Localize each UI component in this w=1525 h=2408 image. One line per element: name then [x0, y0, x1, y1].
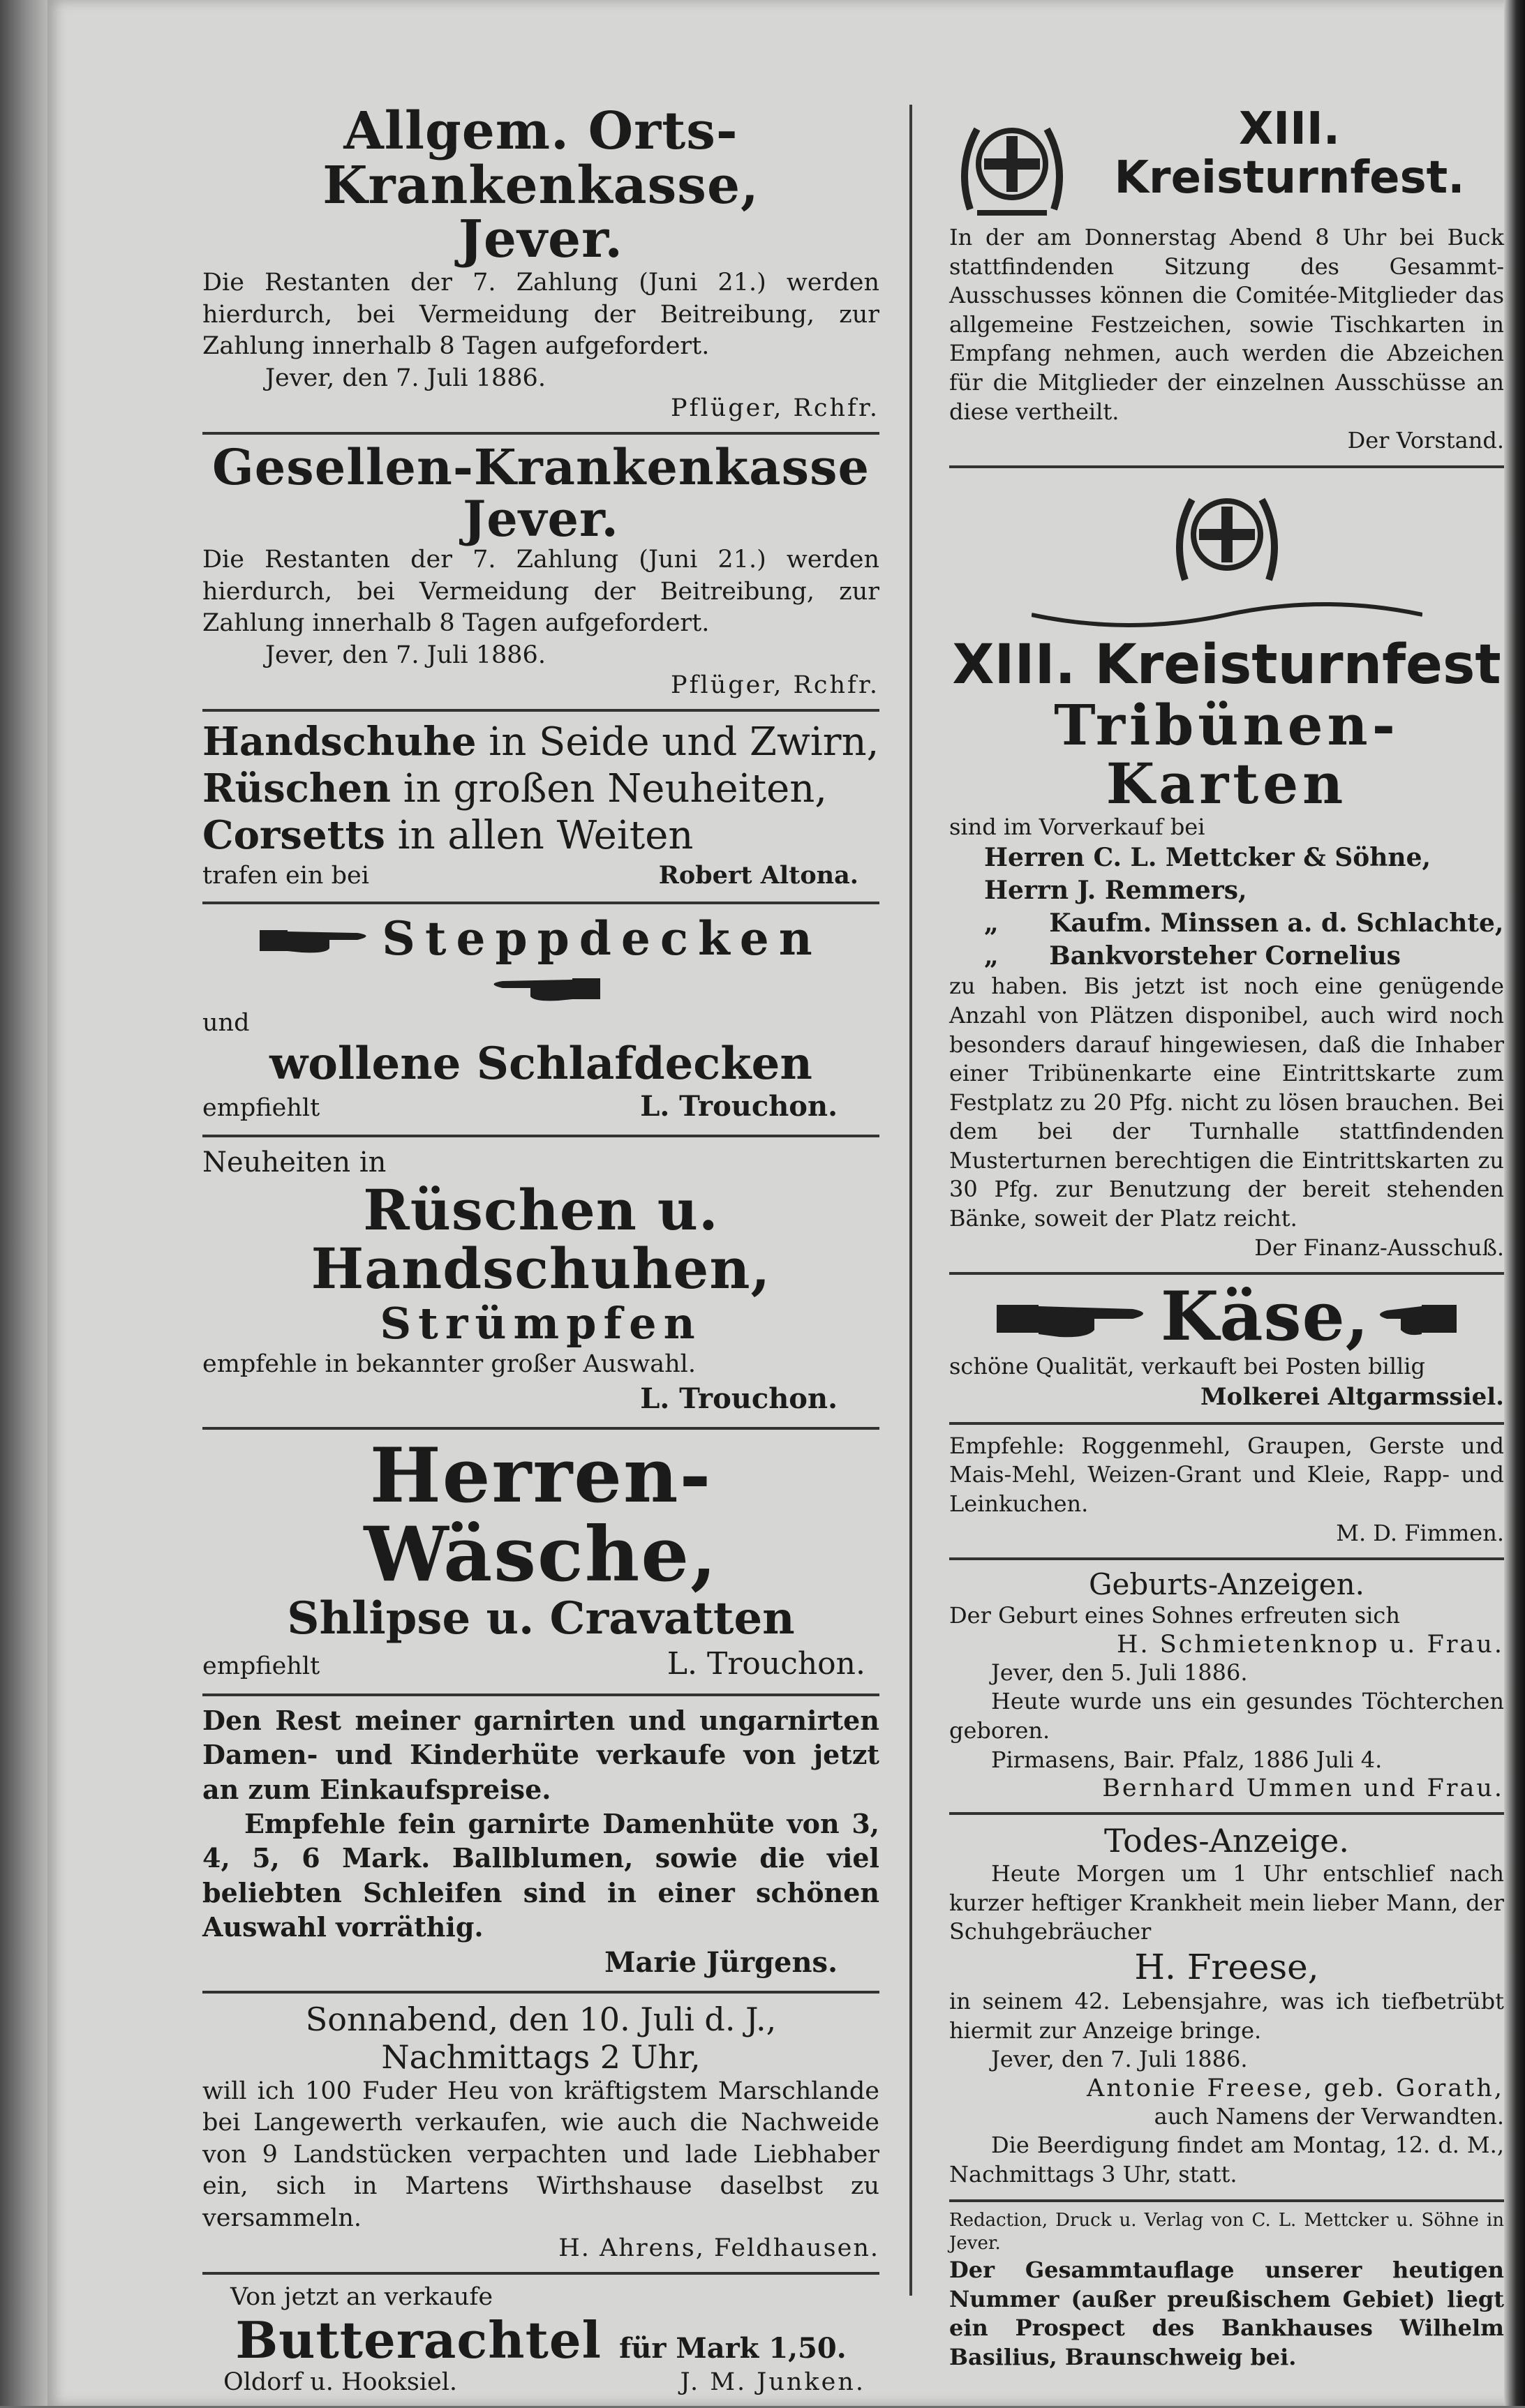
ad-title: XIII. Kreisturnfest.: [1114, 103, 1465, 204]
ad-place-date: Jever, den 7. Juli 1886.: [265, 641, 546, 669]
ad-signature: H. Ahrens, Feldhausen.: [558, 2234, 879, 2263]
ad-title-row: [202, 911, 879, 1008]
ad-mehl: [949, 1425, 1504, 1560]
ad-kaese: [949, 1275, 1504, 1425]
ad-orts-krankenkasse: [202, 98, 879, 435]
ad-title: Rüschen u. Handschuhen,: [311, 1177, 771, 1302]
ad-butterachtel: [202, 2275, 879, 2408]
ad-signature: L. Trouchon.: [667, 1645, 865, 1682]
ad-title: Herren-Wäsche,: [364, 1431, 718, 1599]
ad-place-date: Jever, den 5. Juli 1886.: [991, 1659, 1248, 1686]
ad-intro: sind im Vorverkauf bei: [949, 813, 1205, 840]
ad-body: Die Restanten der 7. Zahlung (Juni 21.) werden hierdurch, bei Vermeidung der Beitreibung, zur Zahlung innerhalb 8 Tagen aufgefordert.: [202, 269, 879, 361]
ad-signature: J. M. Junken.: [680, 2368, 865, 2396]
ad-names-2: Bernhard Ummen und Frau.: [1102, 1774, 1504, 1803]
left-column: [202, 98, 879, 2408]
ad-seller: Herren C. L. Mettcker & Söhne,: [984, 843, 1431, 873]
ad-subtitle: Shlipse u. Cravatten: [287, 1592, 795, 1645]
ad-line: [202, 765, 879, 812]
ad-body: will ich 100 Fuder Heu von kräftigstem Marschlande bei Langewerth verkaufen, wie auch die Nachweide von 9 Landstücken verpachten und lade Liebhaber ein, sich in Martens Wirthshause daselbst zu versammeln.: [202, 2077, 879, 2232]
ad-intro: Von jetzt an verkaufe: [230, 2283, 493, 2312]
ad-subtitle: wollene Schlafdecken: [269, 1037, 812, 1090]
ad-body: Der Geburt eines Sohnes erfreuten sich: [949, 1602, 1400, 1629]
ad-line-bold: Corsetts: [202, 812, 385, 859]
page-footer: [949, 2202, 1504, 2382]
ad-title: Todes-Anzeige.: [1104, 1822, 1349, 1860]
ad-line: [202, 812, 879, 859]
ad-subtitle: Strümpfen: [380, 1298, 702, 1349]
ad-body-2: Empfehle fein garnirte Damenhüte von 3, 4, 5, 6 Mark. Ballblumen, sowie die viel beliebten Schleifen sind in einer schönen Auswahl vorräthig.: [202, 1808, 879, 1943]
page-right-edge: [1504, 0, 1525, 2406]
ad-title-line2: Jever.: [458, 209, 624, 270]
ad-steppdecken: [202, 904, 879, 1137]
ad-line-rest: in Seide und Zwirn,: [489, 719, 879, 765]
ad-deceased-name: H. Freese,: [1134, 1946, 1319, 1987]
ribbon-ornament-icon: [1032, 594, 1422, 636]
ad-signature: L. Trouchon.: [640, 1090, 838, 1123]
ad-seller-name: Kaufm. Minssen a. d. Schlachte,: [1049, 908, 1504, 938]
ad-herren-waesche: [202, 1430, 879, 1696]
ad-line: trafen ein bei: [202, 861, 369, 890]
ad-tribuenen-karten: [949, 468, 1504, 1276]
ad-line-bold: Handschuhe: [202, 719, 477, 765]
ad-signature: Robert Altona.: [658, 860, 858, 890]
ad-place: Oldorf u. Hooksiel.: [223, 2368, 458, 2396]
ad-seller: Herrn J. Remmers,: [984, 875, 1247, 905]
ad-title: XIII. Kreisturnfest: [952, 633, 1501, 696]
imprint: Redaction, Druck u. Verlag von C. L. Mettcker u. Söhne in Jever.: [949, 2209, 1504, 2254]
ad-kreisturnfest-sitzung: [949, 98, 1504, 468]
ad-body: In der am Donnerstag Abend 8 Uhr bei Buck stattfindenden Sitzung des Gesammt-Ausschusses können die Comitée-Mitglieder das allgemeine Festzeichen, sowie Tischkarten in Empfang nehmen, auch werden die Abzeichen für die Mitglieder der einzelnen Ausschüsse an diese vertheilt.: [949, 224, 1504, 425]
ad-body: zu haben. Bis jetzt ist noch eine genügende Anzahl von Plätzen disponibel, auch wird noch besonders darauf hingewiesen, daß die Inhaber einer Tribünenkarte eine Eintrittskarte zum Festplatz zu 20 Pfg. nicht zu lösen brauchen. Bei dem bei der Turnhalle stattfindenden Musterturnen berechtigen die Eintrittskarten zu 30 Pfg. zur Benutzung der bereit stehenden Bänke, soweit der Platz reicht.: [949, 973, 1504, 1232]
ad-todes-anzeige: [949, 1815, 1504, 2201]
ad-place-date-2: Pirmasens, Bair. Pfalz, 1886 Juli 4.: [991, 1746, 1383, 1773]
ad-body: Empfehle: Roggenmehl, Graupen, Gerste und Mais-Mehl, Weizen-Grant und Kleie, Rapp- und Leinkuchen.: [949, 1432, 1504, 1518]
ad-title: Steppdecken: [382, 911, 822, 966]
ad-header: [949, 105, 1504, 223]
ad-signature: L. Trouchon.: [640, 1382, 838, 1415]
column-divider: [909, 105, 912, 2296]
ad-damenhuete: [202, 1696, 879, 1994]
ad-body-2: in seinem 42. Lebensjahre, was ich tiefbetrübt hiermit zur Anzeige bringe.: [949, 1987, 1504, 2044]
ad-conjunction: und: [202, 1009, 250, 1038]
ad-title: Käse,: [1160, 1277, 1370, 1356]
ad-signature: Marie Jürgens.: [604, 1945, 838, 1979]
ditto-mark: „: [984, 941, 999, 971]
ad-title: Geburts-Anzeigen.: [1089, 1567, 1364, 1602]
pointing-hand-right-icon: [260, 918, 378, 959]
ad-signature: Pflüger, Rchfr.: [671, 671, 879, 700]
ad-footer-row: [202, 1644, 879, 1684]
ad-signature: Antonie Freese, geb. Gorath,: [1086, 2074, 1504, 2102]
ad-emblem-row: [949, 475, 1504, 636]
ad-line: [202, 719, 879, 765]
ad-intro: Neuheiten in: [202, 1146, 387, 1179]
ad-price: für Mark 1,50.: [619, 2331, 847, 2365]
insert-notice: Der Gesammtauflage unserer heutigen Nummer (außer preußischem Gebiet) liegt ein Prospect des Bankhauses Wilhelm Basilius, Braunschweig bei.: [949, 2257, 1504, 2370]
ad-seller: [949, 907, 1504, 940]
turner-cross-emblem-icon: [1164, 475, 1290, 594]
ad-line: Sonnabend, den 10. Juli d. J.,: [305, 2000, 777, 2038]
ad-line-2: Nachmittags 2 Uhr,: [381, 2037, 701, 2076]
ad-body: empfehle in bekannter großer Auswahl.: [202, 1350, 696, 1379]
book-binding-edge: [0, 0, 47, 2406]
ad-signature: Pflüger, Rchfr.: [671, 394, 879, 423]
ad-body: schöne Qualität, verkauft bei Posten billig: [949, 1353, 1425, 1380]
ad-handschuhe: [202, 712, 879, 904]
ad-line-rest: in allen Weiten: [397, 813, 694, 859]
pointing-hand-left-icon: [1373, 1289, 1457, 1345]
ad-heu-verkauf: [202, 1994, 879, 2275]
right-column: [949, 98, 1504, 2382]
ad-signature: Der Finanz-Ausschuß.: [1254, 1234, 1504, 1261]
ad-title: Butterachtel: [235, 2310, 602, 2370]
ad-signature-2: auch Namens der Verwandten.: [1154, 2102, 1504, 2130]
ad-footer-row: [202, 2367, 879, 2399]
ad-footer-row: [202, 860, 879, 892]
ad-footer-row: [202, 1089, 879, 1125]
ad-signature: Der Vorstand.: [1347, 427, 1504, 454]
ad-title: Allgem. Orts-Krankenkasse,: [322, 101, 759, 216]
ad-signature: Molkerei Altgarmssiel.: [1200, 1382, 1504, 1411]
ad-title-line2: Tribünen-Karten: [1054, 691, 1399, 816]
ad-body-3: Die Beerdigung findet am Montag, 12. d. M., Nachmittags 3 Uhr, statt.: [949, 2132, 1504, 2188]
ad-title-row: [202, 2310, 879, 2370]
pointing-hand-left-icon: [482, 966, 600, 1008]
ad-body-2: Heute wurde uns ein gesundes Töchterchen geboren.: [949, 1688, 1504, 1744]
ad-geburts-anzeigen: [949, 1560, 1504, 1815]
ditto-mark: „: [984, 908, 999, 938]
pointing-hand-right-icon: [997, 1289, 1157, 1345]
ad-title-row: [949, 1277, 1504, 1356]
ad-names: H. Schmietenknop u. Frau.: [1116, 1630, 1504, 1659]
ad-rueschen: [202, 1137, 879, 1430]
ad-gesellen-krankenkasse: [202, 435, 879, 712]
ad-line: empfiehlt: [202, 1652, 320, 1680]
ad-title: Gesellen-Krankenkasse Jever.: [211, 438, 870, 548]
ad-line-bold: Rüschen: [202, 765, 391, 812]
turner-cross-emblem-icon: [949, 105, 1075, 223]
ad-signature: M. D. Fimmen.: [1336, 1519, 1504, 1546]
ad-place-date: Jever, den 7. Juli 1886.: [265, 364, 546, 392]
ad-seller: [949, 940, 1504, 973]
ad-line: empfiehlt: [202, 1094, 320, 1123]
ad-body: Heute Morgen um 1 Uhr entschlief nach kurzer heftiger Krankheit mein lieber Mann, der Schuhgebräucher: [949, 1860, 1504, 1945]
ad-seller-name: Bankvorsteher Cornelius: [1049, 941, 1401, 971]
ad-body: Die Restanten der 7. Zahlung (Juni 21.) werden hierdurch, bei Vermeidung der Beitreibung, zur Zahlung innerhalb 8 Tagen aufgefordert.: [202, 546, 879, 638]
ad-place-date: Jever, den 7. Juli 1886.: [991, 2046, 1248, 2073]
ad-line-rest: in großen Neuheiten,: [403, 766, 828, 812]
ad-body: Den Rest meiner garnirten und ungarnirten Damen- und Kinderhüte verkaufe von jetzt an zum Einkaufspreise.: [202, 1704, 879, 1805]
